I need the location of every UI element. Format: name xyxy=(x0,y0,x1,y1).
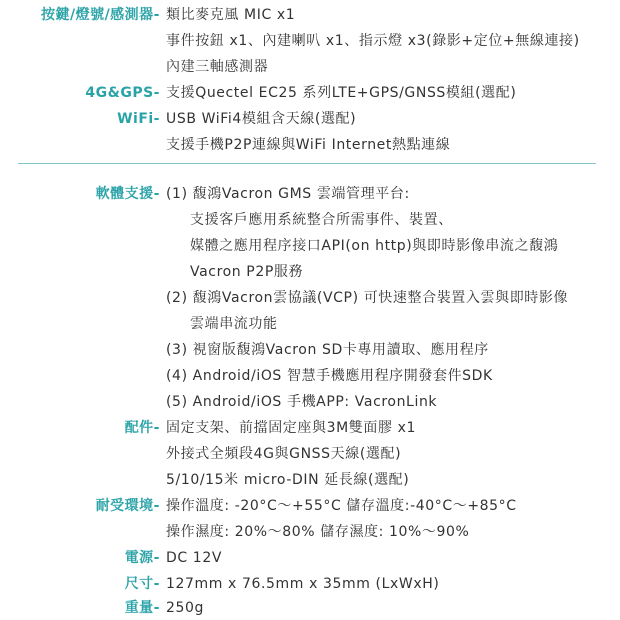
spec-label-accessories: 配件- xyxy=(124,420,160,436)
spec-row-software-cont xyxy=(0,209,620,231)
spec-value-line: 操作濕度: 20%〜80% 儲存濕度: 10%〜90% xyxy=(166,524,470,540)
spec-value-line: 支援手機P2P連線與WiFi Internet熱點連線 xyxy=(166,137,451,153)
spec-label-software: 軟體支援- xyxy=(95,186,160,202)
spec-value-line: Vacron P2P服務 xyxy=(190,264,304,280)
spec-row-environment-cont xyxy=(0,521,620,543)
spec-value-line: 固定支架、前擋固定座與3M雙面膠 x1 xyxy=(166,420,417,436)
spec-label-weight: 重量- xyxy=(124,600,160,616)
spec-row-software-cont xyxy=(0,261,620,283)
spec-row-software-cont xyxy=(0,339,620,361)
spec-label-wifi: WiFi- xyxy=(117,111,160,127)
spec-value-line: 127mm x 76.5mm x 35mm (LxWxH) xyxy=(166,576,440,592)
spec-row-software-cont xyxy=(0,287,620,309)
spec-row-weight xyxy=(0,597,620,619)
spec-row-buttons-cont xyxy=(0,30,620,52)
spec-row-software-cont xyxy=(0,391,620,413)
section-divider xyxy=(18,163,596,164)
spec-value-line: (5) Android/iOS 手機APP: VacronLink xyxy=(166,394,438,410)
spec-row-buttons-cont xyxy=(0,56,620,78)
spec-row-dimensions xyxy=(0,573,620,595)
spec-row-software-cont xyxy=(0,313,620,335)
spec-value-line: (2) 馥鴻Vacron雲協議(VCP) 可快速整合裝置入雲與即時影像 xyxy=(166,290,569,306)
spec-value-line: 媒體之應用程序接口API(on http)與即時影像串流之馥鴻 xyxy=(190,238,559,254)
spec-value-line: 雲端串流功能 xyxy=(190,316,278,332)
spec-label-gps: 4G&GPS- xyxy=(85,85,160,101)
spec-row-power xyxy=(0,547,620,569)
spec-row-buttons xyxy=(0,4,620,26)
spec-value-line: 支援Quectel EC25 系列LTE+GPS/GNSS模組(選配) xyxy=(166,85,517,101)
spec-value-line: 250g xyxy=(166,600,205,616)
spec-value-line: DC 12V xyxy=(166,550,222,566)
spec-row-software xyxy=(0,183,620,205)
spec-value-line: 類比麥克風 MIC x1 xyxy=(166,7,296,23)
spec-value-line: 支援客戶應用系統整合所需事件、裝置、 xyxy=(190,212,453,228)
spec-value-line: 5/10/15米 micro-DIN 延長線(選配) xyxy=(166,472,410,488)
spec-row-software-cont xyxy=(0,235,620,257)
spec-value-line: USB WiFi4模組含天線(選配) xyxy=(166,111,357,127)
spec-value-line: (4) Android/iOS 智慧手機應用程序開發套件SDK xyxy=(166,368,493,384)
spec-row-accessories xyxy=(0,417,620,439)
spec-row-software-cont xyxy=(0,365,620,387)
spec-label-buttons: 按鍵/燈號/感測器- xyxy=(40,7,160,23)
spec-row-wifi xyxy=(0,108,620,130)
spec-value-line: 外接式全頻段4G與GNSS天線(選配) xyxy=(166,446,402,462)
spec-value-line: 事件按鈕 x1、內建喇叭 x1、指示燈 x3(錄影+定位+無線連接) xyxy=(166,33,580,49)
spec-label-dimensions: 尺寸- xyxy=(124,576,160,592)
spec-label-environment: 耐受環境- xyxy=(95,498,160,514)
spec-label-power: 電源- xyxy=(124,550,160,566)
spec-row-accessories-cont xyxy=(0,469,620,491)
spec-row-environment xyxy=(0,495,620,517)
spec-value-line: (1) 馥鴻Vacron GMS 雲端管理平台: xyxy=(166,186,410,202)
spec-value-line: 操作溫度: -20°C〜+55°C 儲存溫度:-40°C〜+85°C xyxy=(166,498,517,514)
spec-row-wifi-cont xyxy=(0,134,620,156)
spec-value-line: (3) 視窗版馥鴻Vacron SD卡專用讀取、應用程序 xyxy=(166,342,489,358)
spec-value-line: 內建三軸感測器 xyxy=(166,59,269,75)
spec-row-gps xyxy=(0,82,620,104)
spec-row-accessories-cont xyxy=(0,443,620,465)
